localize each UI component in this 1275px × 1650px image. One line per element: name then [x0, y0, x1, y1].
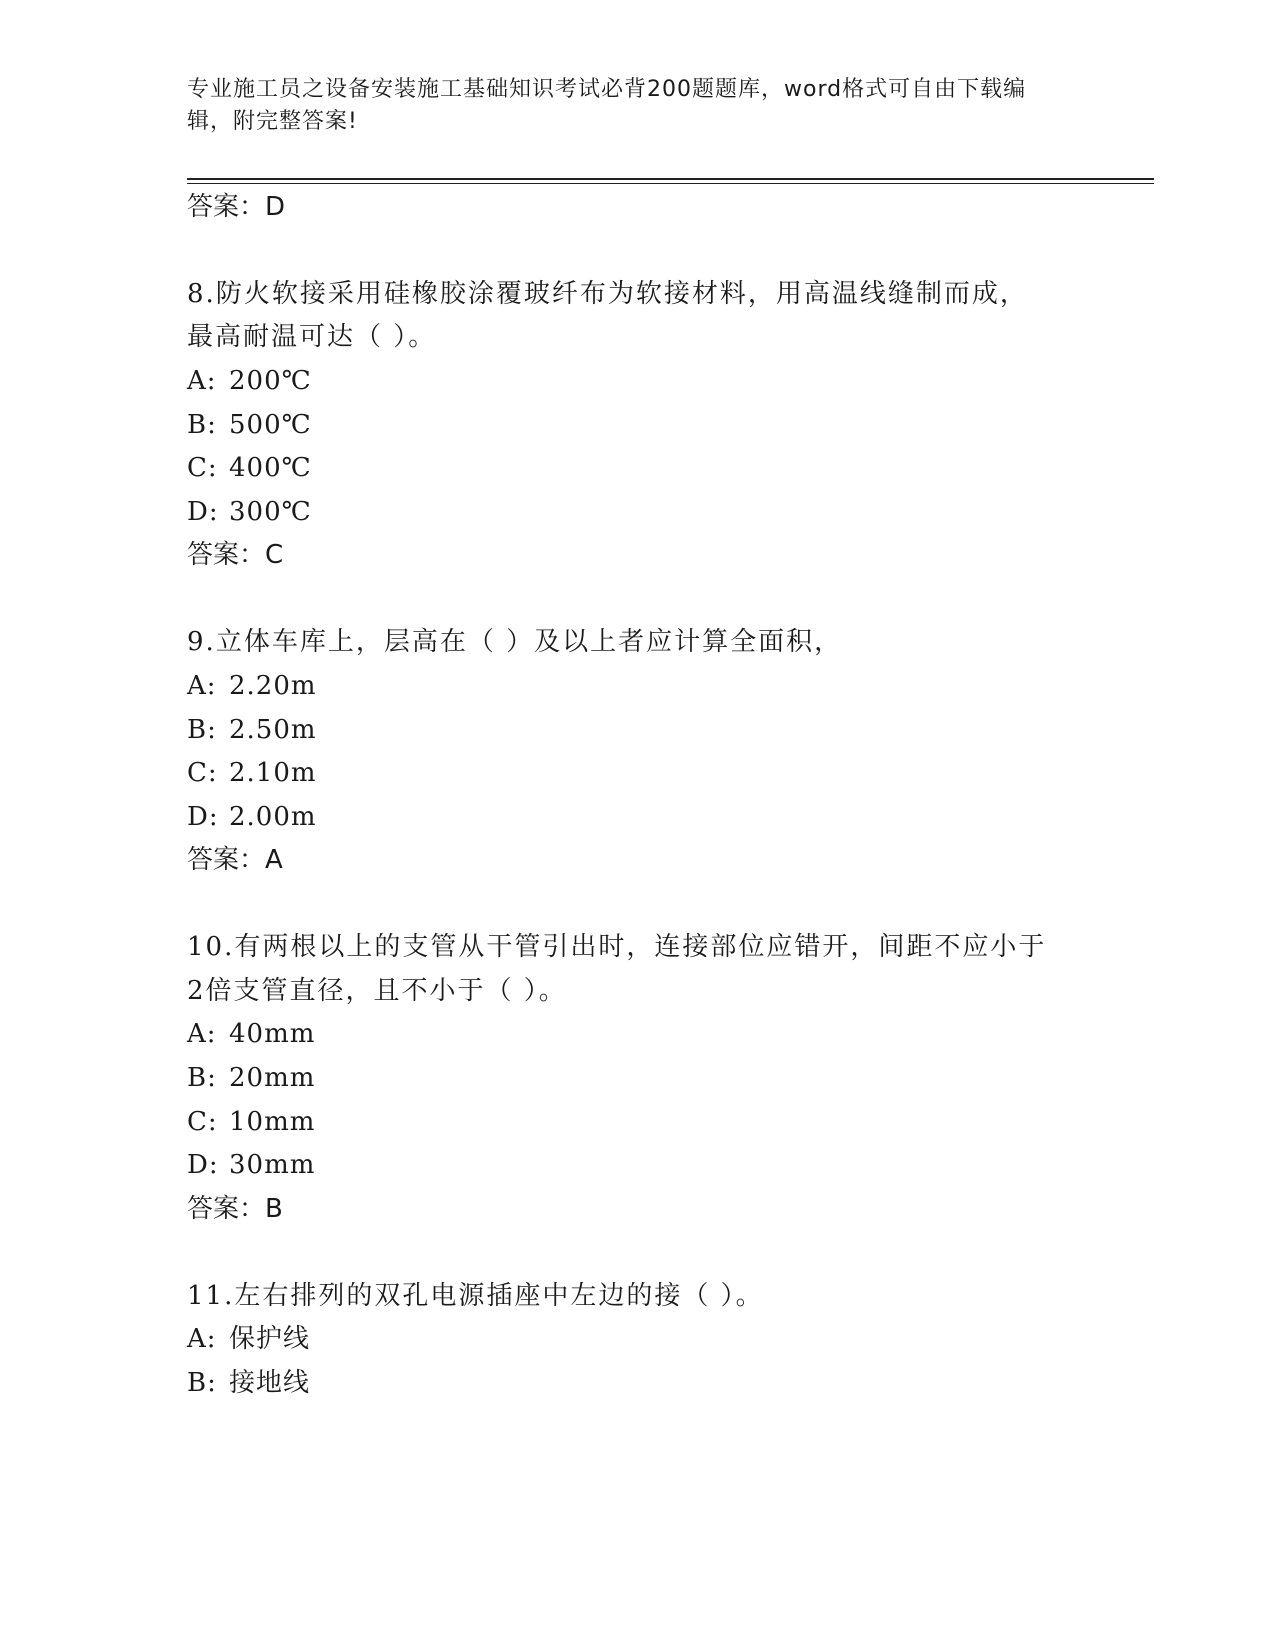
option-text: 2.20m [229, 671, 317, 701]
answer-value: B [265, 1194, 283, 1224]
question-11-line-1 [187, 1279, 764, 1313]
option-b [187, 1061, 315, 1095]
option-letter: C: [187, 1107, 218, 1137]
option-text: 2.50m [229, 715, 317, 745]
option-text: 30mm [229, 1150, 316, 1180]
question-number: 11. [187, 1281, 235, 1311]
header-divider-thin [187, 183, 1154, 184]
option-text: 500℃ [229, 410, 312, 440]
option-c [187, 756, 317, 790]
option-c [187, 1105, 315, 1139]
answer-value: C [265, 540, 284, 570]
option-text: 300℃ [229, 497, 312, 527]
question-10-line-1 [187, 930, 1046, 964]
option-letter: B: [187, 715, 217, 745]
question-number: 10. [187, 932, 235, 962]
question-text: 立体车库上，层高在（ ）及以上者应计算全面积， [215, 627, 843, 657]
question-8-line-2: 最高耐温可达（ ）。 [187, 322, 437, 352]
option-text: 接地线 [229, 1368, 311, 1398]
question-text: 左右排列的双孔电源插座中左边的接（ ）。 [234, 1281, 764, 1311]
option-d [187, 495, 312, 529]
option-letter: C: [187, 758, 218, 788]
option-text: 20mm [229, 1063, 316, 1093]
option-text: 2.00m [229, 802, 317, 832]
question-number: 9. [187, 627, 216, 657]
question-text: 防火软接采用硅橡胶涂覆玻纤布为软接材料，用高温线缝制而成， [215, 279, 1028, 309]
option-a [187, 364, 312, 398]
option-b [187, 408, 312, 442]
question-10-line-2: 2倍支管直径，且不小于（ ）。 [187, 976, 567, 1006]
answer-prefix: 答案： [187, 540, 266, 570]
option-b [187, 713, 317, 747]
option-letter: B: [187, 410, 217, 440]
header-divider [187, 178, 1154, 180]
question-9-line-1 [187, 625, 842, 659]
answer-line [187, 190, 285, 224]
answer-value: D [265, 192, 286, 222]
option-text: 保护线 [229, 1324, 311, 1354]
answer-line [187, 1192, 283, 1226]
answer-value: A [265, 845, 283, 875]
answer-line [187, 538, 283, 572]
option-text: 2.10m [229, 758, 317, 788]
option-letter: A: [187, 366, 217, 396]
option-letter: D: [187, 1150, 219, 1180]
option-letter: C: [187, 453, 218, 483]
document-header: 专业施工员之设备安装施工基础知识考试必背200题题库，word格式可自由下载编辑，附完整答案! [187, 77, 1027, 134]
option-text: 200℃ [229, 366, 312, 396]
option-letter: A: [187, 1019, 217, 1049]
answer-prefix: 答案： [187, 192, 266, 222]
option-letter: D: [187, 802, 219, 832]
answer-prefix: 答案： [187, 845, 266, 875]
question-number: 8. [187, 279, 216, 309]
answer-line [187, 843, 283, 877]
option-c [187, 451, 312, 485]
question-8-line-1 [187, 277, 1028, 311]
option-a [187, 669, 317, 703]
answer-prefix: 答案： [187, 1194, 266, 1224]
option-d [187, 1148, 315, 1182]
option-letter: A: [187, 1324, 217, 1354]
option-a [187, 1322, 310, 1356]
option-text: 400℃ [229, 453, 312, 483]
option-text: 10mm [229, 1107, 316, 1137]
option-letter: B: [187, 1063, 217, 1093]
option-letter: A: [187, 671, 217, 701]
question-text: 有两根以上的支管从干管引出时，连接部位应错开，间距不应小于 [234, 932, 1047, 962]
option-d [187, 800, 317, 834]
option-b [187, 1366, 310, 1400]
option-a [187, 1017, 315, 1051]
option-text: 40mm [229, 1019, 316, 1049]
option-letter: D: [187, 497, 219, 527]
option-letter: B: [187, 1368, 217, 1398]
